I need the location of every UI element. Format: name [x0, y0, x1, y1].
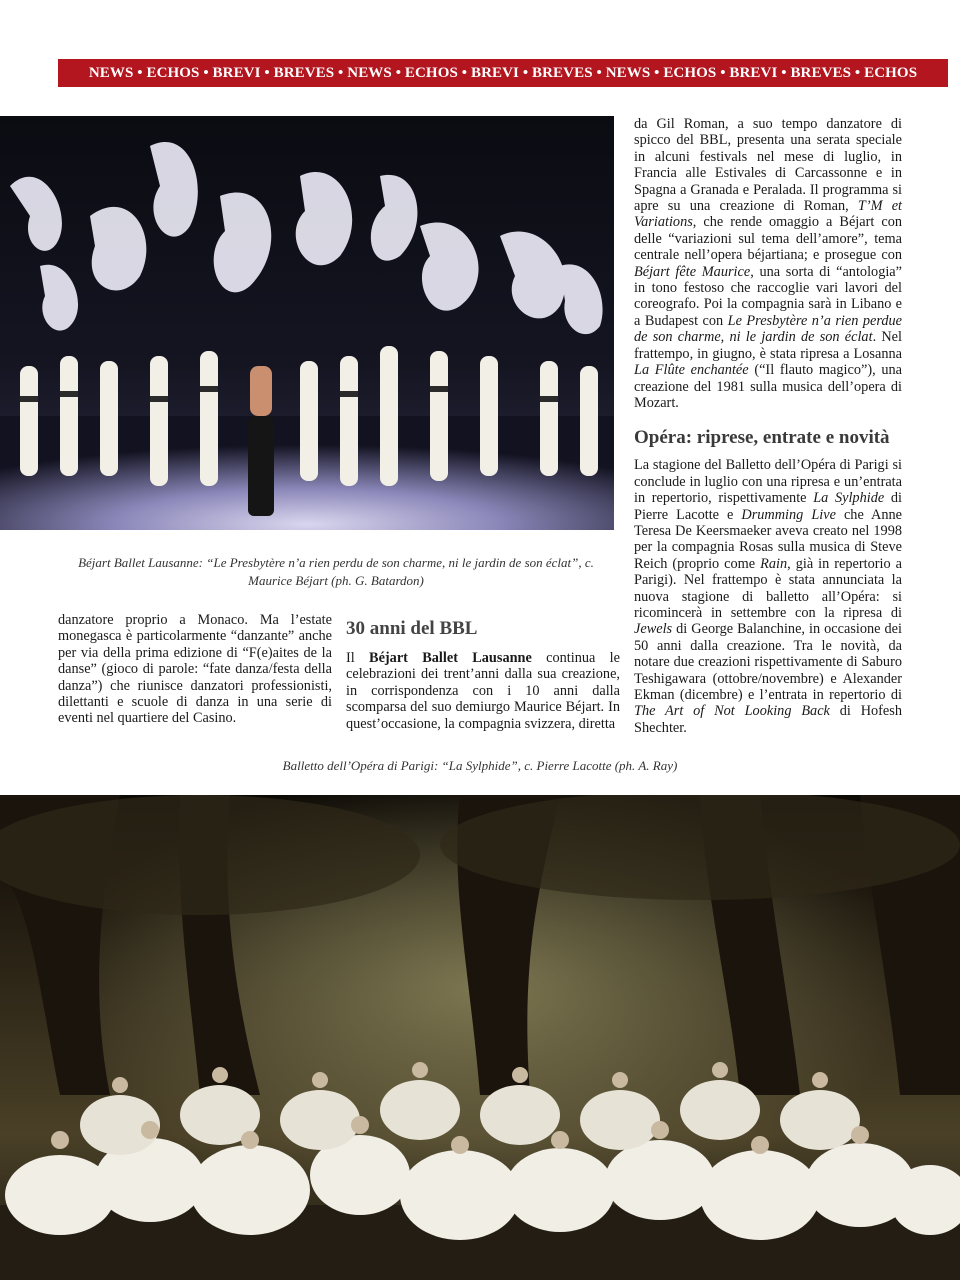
la-sylphide-photo: [0, 795, 960, 1280]
section-banner: NEWS • ECHOS • BREVI • BREVES • NEWS • ECHOS • BREVI • BREVES • NEWS • ECHOS • BREVI • BREVES • ECHOS: [58, 59, 948, 87]
opera-paragraph: La stagione del Balletto dell’Opéra di Parigi si conclude in luglio con una ripresa e un’entrata in repertorio, rispettivamente La Sylphide di Pierre Lacotte e Drumming Live che Anne Teresa De Keersmaeker aveva creato nel 1998 per la compagnia Rosas sulla musica di Steve Reich (proprio come Rain, già in repertorio a Parigi). Nel frattempo è stata annunciata la nuova stagione di balletto all’Opéra: si ricomincerà in settembre con la ripresa di Jewels di George Balanchine, in occasione dei 50 anni dalla creazione. Tra le novità, da notare due creazioni rispettivamente di Saburo Teshigawara (ottobre/novembre) e Alexander Ekman (dicembre) e l’entrata in repertorio di The Art of Not Looking Back di Hofesh Shechter.: [634, 457, 902, 736]
left-column-text: danzatore proprio a Monaco. Ma l’estate monegasca è particolarmente “danzante” anche per via della prima edizione di “F(e)aites de la danse” (gioco di parole: “fate danza/festa della danza”) che riunisce danzatori professionisti, dilettanti e scuole di danza in una serie di eventi nel quartiere del Casino.: [58, 612, 332, 727]
bbl-company-name: Béjart Ballet Lausanne: [369, 650, 532, 666]
left-column: [58, 612, 332, 727]
top-photo-caption: Béjart Ballet Lausanne: “Le Presbytère n’a rien perdu de son charme, ni le jardin de son éclat”, c. Maurice Béjart (ph. G. Batardon): [78, 555, 594, 588]
bottom-photo-caption: Balletto dell’Opéra di Parigi: “La Sylphide”, c. Pierre Lacotte (ph. A. Ray): [282, 758, 678, 773]
bbl-continued-paragraph: da Gil Roman, a suo tempo danzatore di spicco del BBL, presenta una serata speciale in alcuni festivals nel mese di luglio, in Francia alle Estivales di Carcassonne e in Spagna a Granada e Peralada. Il programma si apre su una creazione di Roman, T’M et Variations, che rende omaggio a Béjart con delle “variazioni sul tema dell’amore”, tema centrale nell’opera béjartiana; e prosegue con Béjart fête Maurice, una sorta di “antologia” in tono festoso che raccoglie vari lavori del coreografo. Poi la compagnia sarà in Libano e a Budapest con Le Presbytère n’a rien perdue de son charme, ni le jardin de son éclat. Nel frattempo, in giugno, è stata ripresa a Losanna La Flûte enchantée (“Il flauto magico”), una creazione del 1981 sulla musica dell’opera di Mozart.: [634, 116, 903, 411]
bbl-heading: 30 anni del BBL: [346, 618, 478, 639]
opera-heading: Opéra: riprese, entrate e novità: [634, 427, 890, 449]
bbl-paragraph: Il Béjart Ballet Lausanne continua le celebrazioni dei trent’anni dalla sua creazione, in corrispondenza con i 10 anni dalla scomparsa del suo demiurgo Maurice Béjart. In quest’occasione, la compagnia svizzera, diretta: [346, 650, 620, 732]
bejart-ballet-photo: [0, 116, 614, 530]
middle-column: [346, 618, 620, 732]
right-column: [634, 116, 902, 736]
